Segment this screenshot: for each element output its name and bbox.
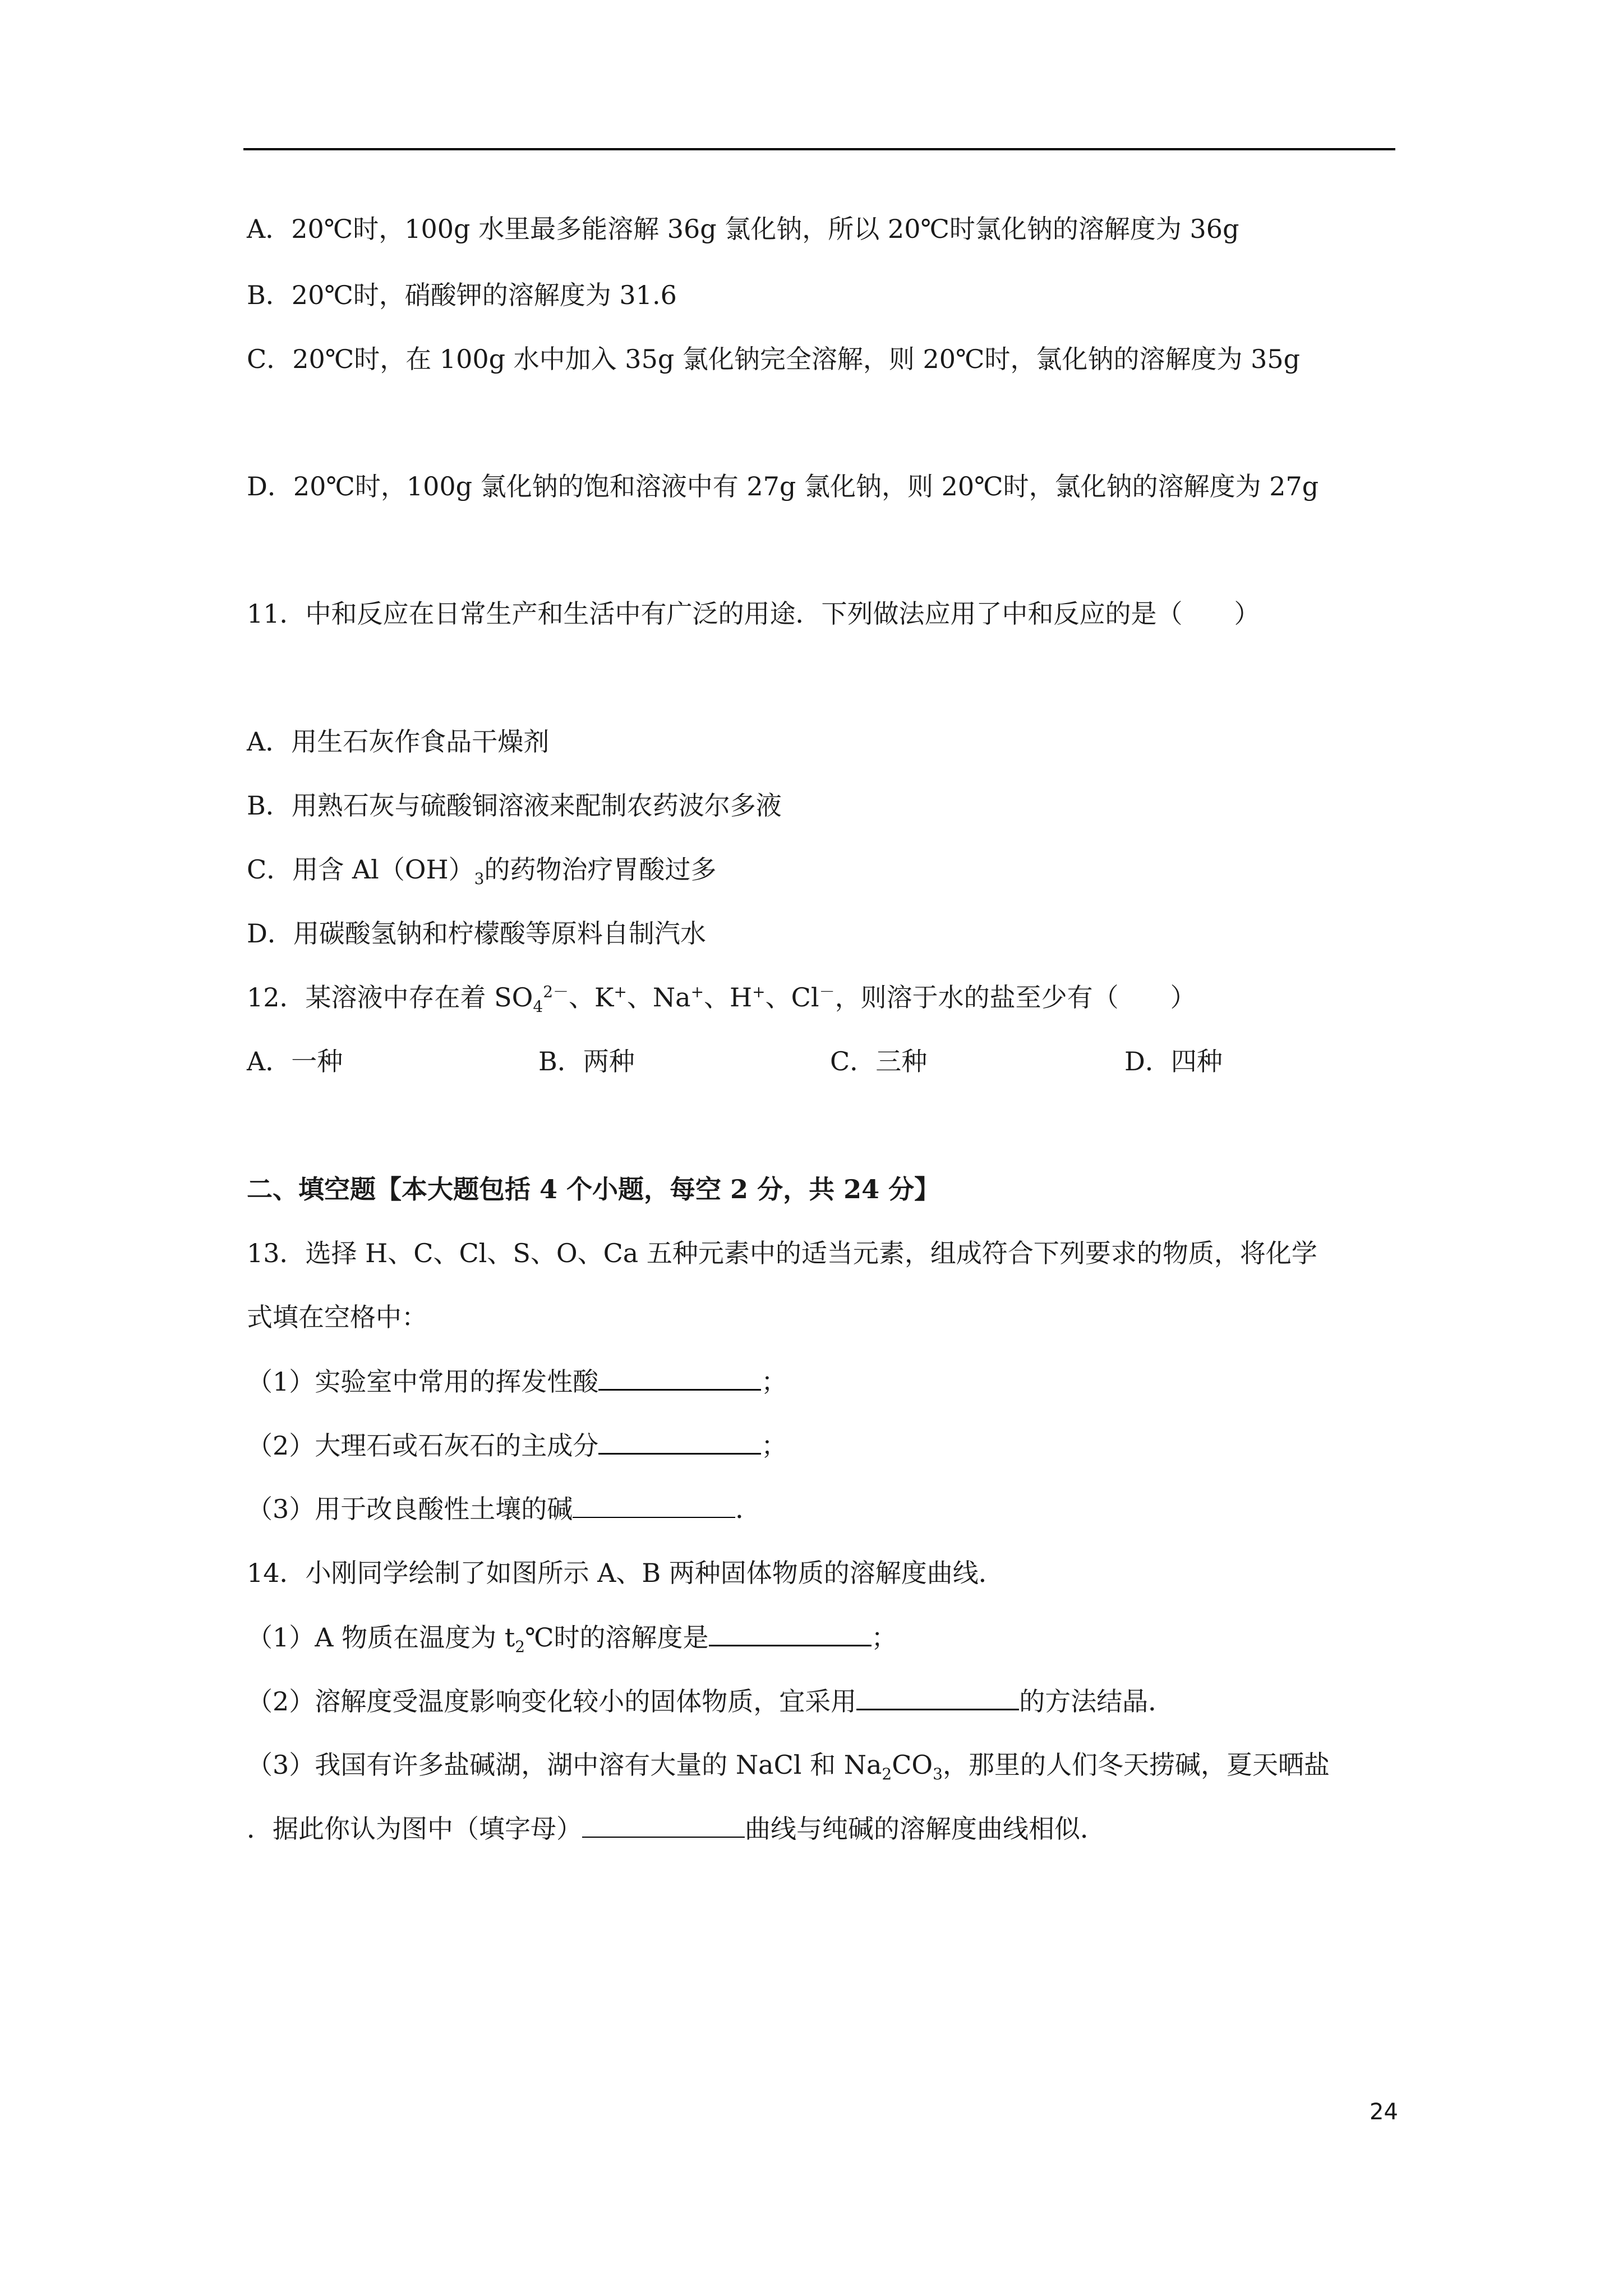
q10-option-b: B．20℃时，硝酸钾的溶解度为 31.6: [247, 280, 677, 310]
q12-sup: +: [752, 982, 766, 1001]
q12-stem: [247, 981, 1196, 1014]
q14-1-end: ；: [871, 1622, 897, 1653]
q10-option-a: A．20℃时，100g 水里最多能溶解 36g 氯化钠，所以 20℃时氯化钠的溶解度为 36g: [247, 214, 1239, 244]
q12-text: 、Cl: [765, 982, 819, 1013]
q12-text-end: ，则溶于水的盐至少有（ ）: [834, 982, 1196, 1013]
answer-blank[interactable]: [856, 1684, 1019, 1710]
q10-option-c: C．20℃时，在 100g 水中加入 35g 氯化钠完全溶解，则 20℃时，氯化钠的溶解度为 35g: [247, 344, 1301, 374]
answer-blank[interactable]: [573, 1492, 735, 1518]
q12-sup: 2－: [543, 982, 569, 1001]
section-2-heading: 二、填空题【本大题包括 4 个小题，每空 2 分，共 24 分】: [247, 1174, 940, 1204]
q13-2-end: ；: [761, 1430, 787, 1461]
q14-1-sub: 2: [515, 1637, 525, 1657]
q13-1-text: （1）实验室中常用的挥发性酸: [247, 1366, 599, 1397]
q12-option-d: D．四种: [1124, 1046, 1223, 1076]
q11-c-text: C．用含 Al（OH）: [247, 854, 474, 885]
q13-item-2: [247, 1428, 787, 1462]
q11-option-a: A．用生石灰作食品干燥剂: [247, 726, 550, 757]
q12-sup: +: [614, 982, 627, 1001]
answer-blank[interactable]: [709, 1620, 872, 1646]
q14-item-3-line2: [247, 1812, 1106, 1846]
q11-option-b: B．用熟石灰与硫酸铜溶液来配制农药波尔多液: [247, 790, 782, 821]
q14-3-l2-text-end: 曲线与纯碱的溶解度曲线相似．: [745, 1814, 1106, 1844]
q10-option-d: D．20℃时，100g 氯化钠的饱和溶液中有 27g 氯化钠，则 20℃时，氯化钠的溶解度为 27g: [247, 471, 1319, 501]
q12-option-a: A．一种: [247, 1046, 343, 1076]
q12-option-b: B．两种: [538, 1046, 635, 1076]
page-number: 24: [1370, 2099, 1398, 2125]
q11-c-sub: 3: [474, 869, 485, 889]
q11-stem: 11．中和反应在日常生产和生活中有广泛的用途．下列做法应用了中和反应的是（ ）: [247, 599, 1260, 629]
q12-text: 、H: [704, 982, 753, 1013]
q14-3-sub: 2: [882, 1765, 892, 1784]
q12-option-c: C．三种: [830, 1046, 928, 1076]
q14-1-text-end: ℃时的溶解度是: [525, 1622, 709, 1653]
header-rule: [243, 148, 1395, 150]
q14-2-text: （2）溶解度受温度影响变化较小的固体物质，宜采用: [247, 1686, 857, 1717]
q11-option-c: [247, 853, 717, 889]
q12-sup: +: [690, 982, 704, 1001]
q13-stem-line2: 式填在空格中：: [247, 1302, 427, 1332]
q12-text: 12．某溶液中存在着 SO: [247, 982, 533, 1013]
q13-3-text: （3）用于改良酸性土壤的碱: [247, 1494, 573, 1524]
q13-1-end: ；: [761, 1366, 787, 1397]
q14-stem: 14．小刚同学绘制了如图所示 A、B 两种固体物质的溶解度曲线．: [247, 1558, 1004, 1588]
q14-3-text-end: ，那里的人们冬天捞碱，夏天晒盐: [942, 1750, 1330, 1780]
q14-3-l2-text: ．据此你认为图中（填字母）: [247, 1814, 582, 1844]
q13-3-end: ．: [735, 1494, 762, 1524]
answer-blank[interactable]: [582, 1812, 745, 1838]
q14-item-2: [247, 1684, 1174, 1718]
q14-3-text: （3）我国有许多盐碱湖，湖中溶有大量的 NaCl 和 Na: [247, 1750, 882, 1780]
q13-item-1: [247, 1364, 787, 1398]
q12-text: 、Na: [626, 982, 691, 1013]
q12-text: 、K: [569, 982, 614, 1013]
q11-option-d: D．用碳酸氢钠和柠檬酸等原料自制汽水: [247, 918, 706, 949]
answer-blank[interactable]: [598, 1364, 761, 1391]
answer-blank[interactable]: [598, 1428, 761, 1455]
q14-item-3: [247, 1748, 1330, 1782]
q12-sup: －: [819, 982, 835, 1001]
q13-2-text: （2）大理石或石灰石的主成分: [247, 1430, 599, 1461]
q14-3-text: CO: [892, 1750, 933, 1780]
q14-item-1: [247, 1620, 897, 1657]
q13-stem-line1: 13．选择 H、C、Cl、S、O、Ca 五种元素中的适当元素，组成符合下列要求的物质，将化学: [247, 1238, 1317, 1268]
q14-3-sub: 3: [933, 1765, 943, 1784]
q14-1-text: （1）A 物质在温度为 t: [247, 1622, 515, 1653]
q14-2-text-end: 的方法结晶．: [1019, 1686, 1174, 1717]
q12-sub: 4: [533, 997, 543, 1016]
q13-item-3: [247, 1492, 761, 1526]
q11-c-text-end: 的药物治疗胃酸过多: [484, 854, 717, 885]
